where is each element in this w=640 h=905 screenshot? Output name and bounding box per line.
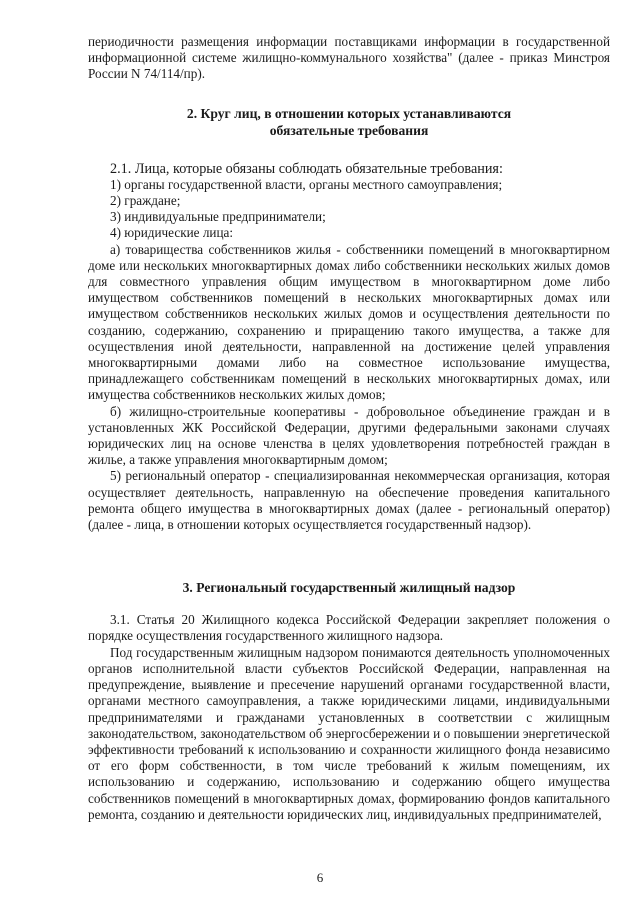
section-2-heading-line-2: обязательные требования xyxy=(269,122,429,138)
section-2-lead: 2.1. Лица, которые обязаны соблюдать обязательные требования: xyxy=(110,160,503,177)
document-page xyxy=(88,34,610,823)
list-item-4: 4) юридические лица: xyxy=(110,225,234,241)
section-3-paragraph-1: 3.1. Статья 20 Жилищного кодекса Российской Федерации закрепляет положения о порядке осуществления государственного жилищного надзора. xyxy=(88,612,610,644)
section-3-paragraph-2: Под государственным жилищным надзором понимаются деятельность уполномоченных органов исполнительной власти субъектов Российской Федерации, направленная на предупреждение, выявление и пресечение нарушений органами государственной власти, органами местного самоуправления, а также юридическими лицами, индивидуальными предпринимателями и гражданами установленных в соответствии с жилищным законодательством, законодательством об энергосбережении и о повышении энергетической эффективности требований к использованию и сохранности жилищного фонда независимо от его форм собственности, в том числе требований к жилым помещениям, их использованию и содержанию, использованию и содержанию общего имущества собственников помещений в многоквартирных домах, формированию фондов капитального ремонта, созданию и деятельности юридических лиц, индивидуальных предпринимателей, xyxy=(88,644,610,822)
list-item-5: 5) региональный оператор - специализированная некоммерческая организация, которая осуществляет деятельность, направленную на обеспечение проведения капитального ремонта общего имущества в многоквартирных домах (далее - региональный оператор) (далее - лица, в отношении которых осуществляется государственный надзор). xyxy=(88,468,610,533)
list-item-2: 2) граждане; xyxy=(110,193,181,209)
section-2-heading xyxy=(88,105,610,139)
section-2-heading-line-1: 2. Круг лиц, в отношении которых устанавливаются xyxy=(186,105,512,121)
page-number: 6 xyxy=(316,870,324,885)
sub-item-b: б) жилищно-строительные кооперативы - добровольное объединение граждан и в установленных ЖК Российской Федерации, другими федеральными законами случаях юридических лиц на основе членства в целях удовлетворения потребностей граждан в жилье, а также управления многоквартирным домом; xyxy=(88,403,610,468)
intro-paragraph: периодичности размещения информации поставщиками информации в государственной информационной системе жилищно-коммунального хозяйства" (далее - приказ Минстроя России N 74/114/пр). xyxy=(88,34,610,82)
sub-item-a: а) товарищества собственников жилья - собственники помещений в многоквартирном доме или нескольких многоквартирных домах либо собственники нескольких жилых домов для совместного управления общим имуществом в многоквартирном доме либо имуществом собственников помещений в нескольких многоквартирных домах или имуществом собственников нескольких жилых домов и осуществления деятельности по созданию, содержанию, сохранению и приращению такого имущества, а также для осуществления иной деятельности, направленной на достижение целей управления многоквартирными домами либо на совместное использование имущества, принадлежащего собственникам помещений в нескольких многоквартирных домах, или имущества собственников нескольких жилых домов; xyxy=(88,241,610,403)
list-item-3: 3) индивидуальные предприниматели; xyxy=(110,209,326,225)
section-3-heading: 3. Региональный государственный жилищный надзор xyxy=(182,580,516,596)
list-item-1: 1) органы государственной власти, органы местного самоуправления; xyxy=(110,176,503,192)
